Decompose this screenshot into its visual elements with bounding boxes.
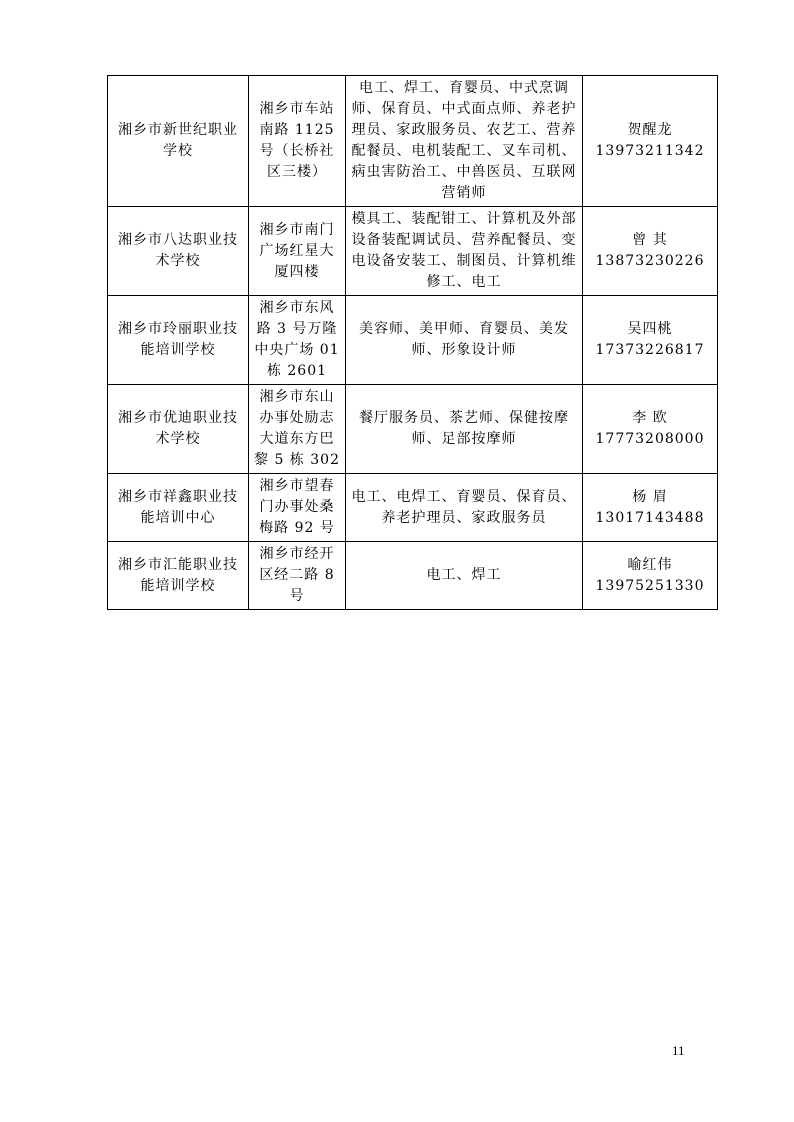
contact-cell	[583, 474, 718, 542]
school-name: 湘乡市祥鑫职业技能培训中心	[108, 474, 249, 542]
training-jobs: 美容师、美甲师、育婴员、美发师、形象设计师	[346, 296, 583, 385]
page-number: 11	[672, 1043, 685, 1058]
school-address: 湘乡市望春门办事处桑梅路 92 号	[249, 474, 346, 542]
contact-phone: 17373226817	[595, 342, 705, 358]
contact-name: 喻红伟	[627, 556, 673, 573]
contact-name: 杨 眉	[632, 488, 668, 505]
contact-name: 曾 其	[632, 232, 668, 248]
school-name: 湘乡市玲丽职业技能培训学校	[108, 296, 249, 385]
school-address: 湘乡市东山办事处励志大道东方巴黎 5 栋 302	[249, 385, 346, 474]
training-jobs: 电工、焊工、育婴员、中式烹调师、保育员、中式面点师、养老护理员、家政服务员、农艺工、营养配餐员、电机装配工、叉车司机、病虫害防治工、中兽医员、互联网营销师	[346, 76, 583, 207]
training-schools-table	[107, 75, 718, 610]
school-address: 湘乡市南门广场红星大厦四楼	[249, 207, 346, 296]
table-row	[108, 296, 718, 385]
table-row	[108, 76, 718, 207]
table-row	[108, 474, 718, 542]
contact-phone: 13017143488	[595, 509, 705, 526]
table-row	[108, 207, 718, 296]
contact-name: 李 欧	[632, 410, 668, 426]
contact-name: 贺醒龙	[627, 122, 673, 138]
school-name: 湘乡市优迪职业技术学校	[108, 385, 249, 474]
training-jobs: 电工、焊工	[346, 542, 583, 610]
school-name: 湘乡市汇能职业技能培训学校	[108, 542, 249, 610]
school-name: 湘乡市新世纪职业学校	[108, 76, 249, 207]
school-name: 湘乡市八达职业技术学校	[108, 207, 249, 296]
contact-phone: 17773208000	[595, 431, 705, 447]
school-address: 湘乡市经开区经二路 8 号	[249, 542, 346, 610]
table-row	[108, 542, 718, 610]
school-address: 湘乡市东风路 3 号万隆中央广场 01 栋 2601	[249, 296, 346, 385]
contact-phone: 13873230226	[595, 253, 705, 269]
training-jobs: 餐厅服务员、茶艺师、保健按摩师、足部按摩师	[346, 385, 583, 474]
school-address: 湘乡市车站南路 1125 号（长桥社区三楼）	[249, 76, 346, 207]
table-row	[108, 385, 718, 474]
contact-cell	[583, 542, 718, 610]
contact-cell	[583, 296, 718, 385]
contact-cell	[583, 385, 718, 474]
training-jobs: 电工、电焊工、育婴员、保育员、养老护理员、家政服务员	[346, 474, 583, 542]
training-jobs: 模具工、装配钳工、计算机及外部设备装配调试员、营养配餐员、变电设备安装工、制图员、计算机维修工、电工	[346, 207, 583, 296]
contact-name: 吴四桃	[627, 321, 673, 337]
contact-phone: 13973211342	[595, 143, 705, 159]
contact-cell	[583, 76, 718, 207]
contact-cell	[583, 207, 718, 296]
contact-phone: 13975251330	[595, 577, 705, 594]
